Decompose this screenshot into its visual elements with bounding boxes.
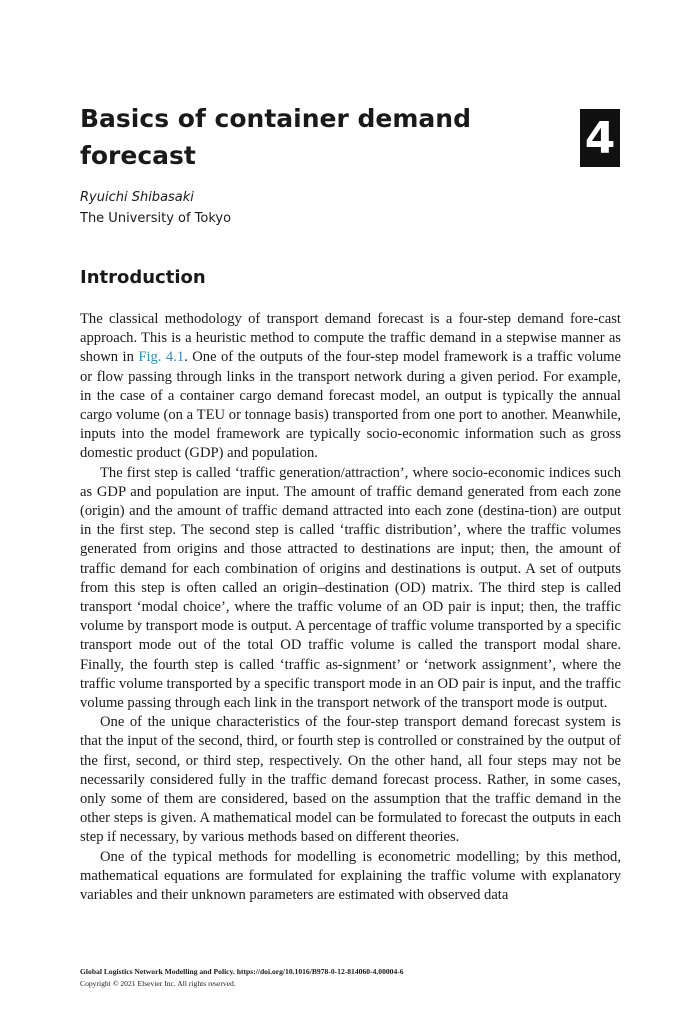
author-affiliation: The University of Tokyo	[80, 211, 232, 226]
page-footer	[80, 966, 640, 990]
figure-reference-link[interactable]: Fig. 4.1	[138, 349, 185, 366]
paragraph-4: One of the typical methods for modelling is econometric modelling; by this method, mathematical equations are formulated for explaining the traffic volume with explanatory variables and their unknown parameters are estimated with observed data	[80, 848, 621, 904]
section-heading: Introduction	[80, 267, 206, 288]
footer-copyright: Copyright © 2021 Elsevier Inc. All rights reserved.	[80, 979, 236, 988]
paragraph-1-start: The classical methodology of transport demand forecast is a four-step demand fore-cast approach. This is a heuristic method to compute the traffic demand in a stepwise manner as shown in	[80, 311, 621, 366]
footer-citation: Global Logistics Network Modelling and Policy. https://doi.org/10.1016/B978-0-12-814060-4.00004-6	[80, 967, 404, 976]
chapter-number-badge: 4	[580, 109, 620, 167]
paragraph-3: One of the unique characteristics of the four-step transport demand forecast system is that the input of the second, third, or fourth step is controlled or constrained by the output of the first, second, or third step, respectively. On the other hand, all four steps may not be necessarily considered fully in the traffic demand forecast process. Rather, in some cases, only some of them are considered, based on the assumption that the traffic demand in the other steps is given. A mathematical model can be formulated to forecast the outputs in each step if necessary, by various methods based on different theories.	[80, 714, 621, 846]
paragraph-1-end: . One of the outputs of the four-step model framework is a traffic volume or flow passing through links in the transport network during a given period. For example, in the case of a container cargo demand forecast model, an output is typically the annual cargo volume (on a TEU or tonnage basis) transported from one port to another. Meanwhile, inputs into the model framework are typically socio-economic information such as gross domestic product (GDP) and population.	[80, 349, 621, 462]
author-name: Ryuichi Shibasaki	[80, 190, 194, 205]
chapter-title: Basics of container demand forecast	[80, 104, 471, 170]
paragraph-2: The first step is called ‘traffic generation/attraction’, where socio-economic indices such as GDP and population are input. The amount of traffic demand generated from each zone (origin) and the amount of traffic demand attracted into each zone (destina-tion) are output in the first step. The second step is called ‘traffic distribution’, where the traffic volumes generated from origins and those attracted to destinations are input; then, the amount of traffic demand for each combination of origins and destinations is output. A set of outputs from this step is often called an origin–destination (OD) matrix. The third step is called transport ‘modal choice’, where the traffic volume of an OD pair is input; then, the traffic volume by transport mode is output. A percentage of traffic volume transported by a specific transport mode out of the total OD traffic volume is called the transport modal share. Finally, the fourth step is called ‘traffic as-signment’ or ‘network assignment’, where the traffic volume transported by a specific transport mode in an OD pair is input, and the traffic volume passing through each link in the transport network of the transport mode is output.	[80, 464, 621, 712]
paragraph-1	[80, 310, 621, 464]
body-text	[80, 310, 621, 905]
